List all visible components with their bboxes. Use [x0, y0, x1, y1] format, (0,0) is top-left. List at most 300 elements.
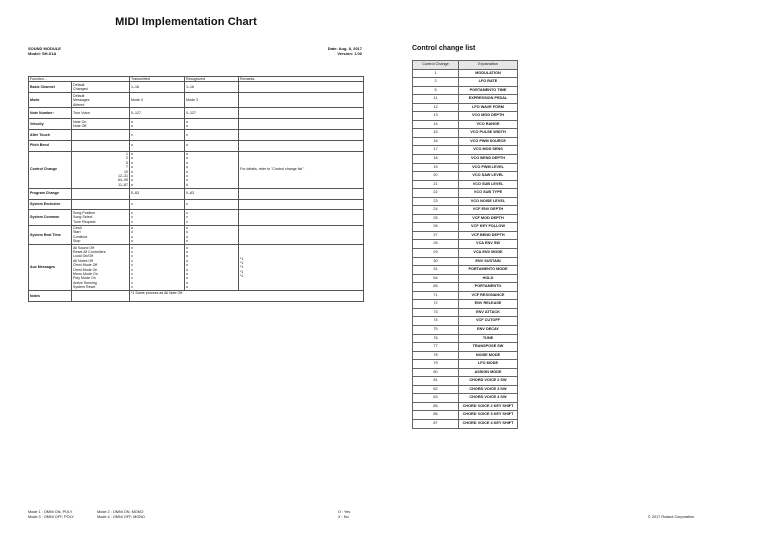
cc-explanation: VCF BEND DEPTH — [459, 231, 518, 240]
recognized-value-line: o — [186, 174, 188, 179]
mode-line: Mode 2 : OMNI ON, MONO — [97, 510, 144, 514]
table-row — [29, 93, 364, 108]
cc-row — [413, 394, 518, 403]
legend-line: X : No — [338, 515, 349, 519]
function-detail-line: Continue — [73, 234, 88, 239]
function-detail-line: 10 — [124, 169, 128, 174]
cc-explanation: LFO WAVE FORM — [459, 103, 518, 112]
page-title: MIDI Implementation Chart — [115, 16, 257, 28]
remarks — [239, 151, 364, 188]
recognized-value-line: o — [186, 178, 188, 183]
column-header: Function... — [29, 77, 130, 82]
remarks — [239, 210, 364, 225]
cc-explanation: CHORD VOICE 3 SW — [459, 385, 518, 394]
cc-number: 1 — [413, 69, 459, 78]
cc-explanation: HOLD — [459, 274, 518, 283]
cc-number: 16 — [413, 137, 459, 146]
function-detail-line: Default — [73, 82, 85, 87]
table-row — [29, 245, 364, 291]
cc-number: 64 — [413, 274, 459, 283]
model-line: Model: SH-01A — [28, 51, 57, 56]
column-header: Remarks — [239, 77, 364, 82]
cc-row — [413, 249, 518, 258]
model-line: SOUND MODULE — [28, 46, 61, 51]
table-row — [29, 129, 364, 140]
cc-number: 15 — [413, 129, 459, 138]
cc-row — [413, 223, 518, 232]
cc-row — [413, 163, 518, 172]
remarks-line: *1 — [240, 265, 244, 270]
cc-row — [413, 325, 518, 334]
function-detail — [72, 188, 130, 199]
table-row — [29, 82, 364, 93]
function-name: After Touch — [29, 129, 72, 140]
remarks — [239, 129, 364, 140]
transmitted-value-line: x — [131, 280, 133, 285]
cc-explanation: CHORD VOICE 4 SW — [459, 394, 518, 403]
recognized-value — [185, 225, 239, 245]
cc-row — [413, 360, 518, 369]
recognized-value-line: x — [186, 219, 188, 224]
recognized-value — [185, 188, 239, 199]
mode-legend-a — [28, 510, 74, 520]
cc-number: 87 — [413, 419, 459, 428]
function-name: Basic Channel — [29, 82, 72, 93]
cc-number: 71 — [413, 291, 459, 300]
cc-row — [413, 351, 518, 360]
cc-number: 29 — [413, 249, 459, 258]
function-detail-line: Start — [73, 230, 81, 235]
function-name: Control Change — [29, 151, 72, 188]
cc-number: 5 — [413, 86, 459, 95]
transmitted-value-line: o — [131, 119, 133, 124]
control-change-list-title: Control change list — [412, 45, 476, 52]
cc-row — [413, 86, 518, 95]
cc-row — [413, 120, 518, 129]
cc-explanation: VCF ENV DEPTH — [459, 206, 518, 215]
function-detail-line: Messages — [73, 98, 90, 103]
cc-row — [413, 343, 518, 352]
cc-number: 24 — [413, 206, 459, 215]
recognized-value-line: o — [186, 182, 188, 187]
transmitted-value-line: x — [131, 250, 133, 255]
transmitted-value-line: x — [131, 245, 133, 250]
function-name: System Exclusive — [29, 199, 72, 210]
cc-explanation: VCO NOISE LEVEL — [459, 197, 518, 206]
cc-number: 12 — [413, 103, 459, 112]
function-detail — [72, 129, 130, 140]
recognized-value-line: o — [186, 165, 188, 170]
recognized-value — [185, 140, 239, 151]
midi-implementation-table — [28, 76, 364, 302]
recognized-value — [185, 245, 239, 291]
transmitted-value-line: x — [131, 276, 133, 281]
recognized-value-line: o — [186, 258, 188, 263]
cc-row — [413, 214, 518, 223]
transmitted-value-line: x — [131, 263, 133, 268]
recognized-value — [185, 199, 239, 210]
transmitted-value-line: 0–63 — [131, 191, 139, 196]
cc-explanation: VCF RESONANCE — [459, 291, 518, 300]
remarks-line: *1 — [240, 256, 244, 261]
remarks-line: For details, refer to "Control change list". — [240, 167, 305, 172]
cc-number: 25 — [413, 214, 459, 223]
function-detail-line: Tune Request — [73, 219, 96, 224]
cc-number: 75 — [413, 325, 459, 334]
transmitted-value — [130, 129, 185, 140]
transmitted-value-line: x — [131, 215, 133, 220]
recognized-value-line: o — [186, 245, 188, 250]
cc-row — [413, 308, 518, 317]
recognized-value-line: o — [186, 119, 188, 124]
function-detail-line: Note On — [73, 119, 87, 124]
remarks — [239, 188, 364, 199]
cc-explanation: PORTAMENTO TIME — [459, 86, 518, 95]
table-row — [29, 151, 364, 188]
recognized-value-line: o — [186, 230, 188, 235]
transmitted-value-line: o — [131, 178, 133, 183]
function-name: System Real Time — [29, 225, 72, 245]
notes-text-line: *1 Same process as All Note Off — [131, 291, 183, 296]
table-row — [29, 210, 364, 225]
recognized-value-line: o — [186, 263, 188, 268]
recognized-value — [185, 151, 239, 188]
control-change-table — [412, 60, 518, 429]
cc-row — [413, 257, 518, 266]
transmitted-value-line: o — [131, 239, 133, 244]
cc-explanation: VCO SUB LEVEL — [459, 180, 518, 189]
table-row — [29, 108, 364, 119]
cc-explanation: ENV SUSTAIN — [459, 257, 518, 266]
cc-number: 78 — [413, 351, 459, 360]
recognized-value-line: o — [186, 234, 188, 239]
function-detail — [72, 140, 130, 151]
cc-explanation: VCO BEND DEPTH — [459, 155, 518, 164]
recognized-value-line: 1–16 — [186, 85, 194, 90]
function-detail-line: Altered — [73, 102, 85, 107]
transmitted-value-line: o — [131, 124, 133, 129]
table-row — [29, 140, 364, 151]
cc-row — [413, 95, 518, 104]
cc-number: 31 — [413, 266, 459, 275]
transmitted-value-line: o — [131, 160, 133, 165]
function-detail-line: All Sound Off — [73, 245, 95, 250]
cc-row — [413, 155, 518, 164]
cc-number: 2 — [413, 78, 459, 87]
recognized-value-line: o — [186, 267, 188, 272]
cc-explanation: VCO RANGE — [459, 120, 518, 129]
cc-explanation: VCF MOD DEPTH — [459, 214, 518, 223]
recognized-value — [185, 93, 239, 108]
cc-explanation: TUNE — [459, 334, 518, 343]
function-detail-line: All Notes Off — [73, 258, 94, 263]
cc-number: 18 — [413, 155, 459, 164]
recognized-value-line: o — [186, 169, 188, 174]
function-detail-line: Mono Mode On — [73, 272, 98, 277]
cc-row — [413, 283, 518, 292]
recognized-value-line: o — [186, 285, 188, 290]
table-row — [29, 188, 364, 199]
cc-explanation: VCF CUTOFF — [459, 317, 518, 326]
table-row — [29, 199, 364, 210]
cc-number: 65 — [413, 283, 459, 292]
transmitted-value-line: o — [131, 143, 133, 148]
cc-number: 82 — [413, 385, 459, 394]
function-detail-line: Poly Mode On — [73, 276, 96, 281]
cc-explanation: VCO SAW LEVEL — [459, 172, 518, 181]
transmitted-value-line: o — [131, 182, 133, 187]
cc-row — [413, 78, 518, 87]
cc-explanation: NOISE MODE — [459, 351, 518, 360]
function-detail-line: 11–87 — [118, 182, 128, 187]
cc-explanation: VCO MOD DEPTH — [459, 112, 518, 121]
mode-legend-b — [97, 510, 145, 520]
function-name: Notes — [29, 291, 72, 302]
model-info — [28, 46, 61, 56]
recognized-value-line: o — [186, 276, 188, 281]
function-detail — [72, 199, 130, 210]
mode-line: Mode 4 : OMNI OFF, MONO — [97, 515, 145, 519]
cc-explanation: LFO RATE — [459, 78, 518, 87]
cc-explanation: VCO SUB TYPE — [459, 189, 518, 198]
remarks — [239, 245, 364, 291]
column-header: Recognized — [185, 77, 239, 82]
cc-number: 86 — [413, 411, 459, 420]
cc-row — [413, 377, 518, 386]
version-line: Version: 1.00 — [337, 51, 362, 56]
cc-row — [413, 402, 518, 411]
recognized-value-line: o — [186, 226, 188, 231]
cc-row — [413, 266, 518, 275]
transmitted-value-line: x — [131, 254, 133, 259]
column-header: Transmitted — [130, 77, 185, 82]
cc-row — [413, 334, 518, 343]
recognized-value-line: x — [186, 132, 188, 137]
remarks-line: *1 — [240, 274, 244, 279]
cc-number: 76 — [413, 334, 459, 343]
mode-line: Mode 1 : OMNI ON, POLY — [28, 510, 73, 514]
recognized-value — [185, 119, 239, 130]
transmitted-value-line: o — [131, 152, 133, 157]
cc-row — [413, 172, 518, 181]
cc-row — [413, 69, 518, 78]
cc-row — [413, 112, 518, 121]
cc-explanation: ENV ATTACK — [459, 308, 518, 317]
transmitted-value-line: o — [131, 165, 133, 170]
function-detail-line: Note Off — [73, 124, 87, 129]
table-row — [29, 119, 364, 130]
recognized-value-line: o — [186, 152, 188, 157]
recognized-value-line: o — [186, 272, 188, 277]
transmitted-value-line: 1–16 — [131, 85, 139, 90]
cc-explanation: ASSIGN MODE — [459, 368, 518, 377]
cc-row — [413, 180, 518, 189]
function-detail-line: Omni Mode Off — [73, 263, 98, 268]
function-name: Note Number: — [29, 108, 72, 119]
function-detail — [72, 210, 130, 225]
cc-number: 85 — [413, 402, 459, 411]
notes-text — [130, 291, 364, 302]
recognized-value-line: o — [186, 124, 188, 129]
cc-number: 27 — [413, 231, 459, 240]
cc-row — [413, 291, 518, 300]
transmitted-value-line: o — [131, 234, 133, 239]
transmitted-value-line: o — [131, 226, 133, 231]
function-detail-line: Default — [73, 93, 85, 98]
cc-row — [413, 317, 518, 326]
cc-explanation: VCO PWM SOURCE — [459, 137, 518, 146]
cc-number: 73 — [413, 308, 459, 317]
cc-explanation: VCO PWM LEVEL — [459, 163, 518, 172]
recognized-value-line: Mode 3 — [186, 98, 198, 103]
cc-number: 28 — [413, 240, 459, 249]
cc-number: 20 — [413, 172, 459, 181]
function-detail — [72, 245, 130, 291]
function-name: Pitch Bend — [29, 140, 72, 151]
function-detail-line: 7 — [126, 165, 128, 170]
function-detail-line: 5 — [126, 160, 128, 165]
cc-number: 81 — [413, 377, 459, 386]
function-detail — [72, 82, 130, 93]
table-row — [29, 291, 364, 302]
cc-number: 23 — [413, 197, 459, 206]
function-detail — [72, 93, 130, 108]
copyright: © 2017 Roland Corporation — [648, 515, 695, 519]
cc-number: 21 — [413, 180, 459, 189]
function-detail-line: 2 — [126, 156, 128, 161]
recognized-value-line: o — [186, 280, 188, 285]
function-detail — [72, 108, 130, 119]
cc-row — [413, 129, 518, 138]
transmitted-value — [130, 93, 185, 108]
remarks — [239, 108, 364, 119]
function-detail-line: 12–31 — [118, 174, 128, 179]
cc-explanation: CHORD VOICE 4 KEY SHIFT — [459, 419, 518, 428]
cc-explanation: CHORD VOICE 2 SW — [459, 377, 518, 386]
cc-explanation: CHORD VOICE 2 KEY SHIFT — [459, 402, 518, 411]
recognized-value-line: o — [186, 254, 188, 259]
function-detail-line: Song Position — [73, 210, 96, 215]
cc-explanation: ENV DECAY — [459, 325, 518, 334]
cc-explanation: ENV RELEASE — [459, 300, 518, 309]
function-detail-line: Local On/Off — [73, 254, 94, 259]
transmitted-value-line: x — [131, 132, 133, 137]
recognized-value-line: o — [186, 239, 188, 244]
cc-number: 77 — [413, 343, 459, 352]
cc-header-explanation: Explanation — [459, 61, 518, 70]
cc-number: 79 — [413, 360, 459, 369]
recognized-value-line: o — [186, 250, 188, 255]
cc-row — [413, 189, 518, 198]
cc-explanation: VCA ENV MODE — [459, 249, 518, 258]
transmitted-value — [130, 225, 185, 245]
cc-number: 26 — [413, 223, 459, 232]
remarks-line: *1 — [240, 269, 244, 274]
cc-number: 17 — [413, 146, 459, 155]
transmitted-value-line: x — [131, 219, 133, 224]
transmitted-value-line: o — [131, 169, 133, 174]
function-detail-line: 1 — [126, 152, 128, 157]
function-detail-line: Changed — [73, 87, 88, 92]
recognized-value-line: x — [186, 210, 188, 215]
cc-number: 83 — [413, 394, 459, 403]
cc-row — [413, 137, 518, 146]
transmitted-value — [130, 199, 185, 210]
cc-row — [413, 240, 518, 249]
function-detail-line: Omni Mode On — [73, 267, 98, 272]
cc-explanation: PORTAMENTO — [459, 283, 518, 292]
transmitted-value — [130, 151, 185, 188]
function-detail-line: 64–95 — [118, 178, 128, 183]
cc-explanation: CHORD VOICE 3 KEY SHIFT — [459, 411, 518, 420]
cc-number: 80 — [413, 368, 459, 377]
cc-number: 74 — [413, 317, 459, 326]
function-detail-line: Active Sensing — [73, 280, 97, 285]
cc-explanation: LFO MODE — [459, 360, 518, 369]
function-detail — [72, 225, 130, 245]
cc-number: 22 — [413, 189, 459, 198]
cc-explanation: TRANSPOSE SW — [459, 343, 518, 352]
transmitted-value-line: o — [131, 156, 133, 161]
cc-explanation: VCO PULSE WIDTH — [459, 129, 518, 138]
function-detail-line: Song Select — [73, 215, 93, 220]
cc-header-number: Control Change — [413, 61, 459, 70]
transmitted-value — [130, 119, 185, 130]
cc-number: 72 — [413, 300, 459, 309]
cc-number: 11 — [413, 95, 459, 104]
remarks — [239, 82, 364, 93]
cc-row — [413, 411, 518, 420]
transmitted-value — [130, 210, 185, 225]
function-detail-line: System Reset — [73, 285, 96, 290]
recognized-value-line: x — [186, 215, 188, 220]
cc-row — [413, 103, 518, 112]
cc-row — [413, 274, 518, 283]
table-row — [29, 225, 364, 245]
transmitted-value-line: x — [131, 210, 133, 215]
cc-row — [413, 197, 518, 206]
transmitted-value-line: x — [131, 267, 133, 272]
cc-number: 30 — [413, 257, 459, 266]
function-detail — [72, 151, 130, 188]
recognized-value-line: o — [186, 156, 188, 161]
transmitted-value-line: o — [131, 230, 133, 235]
transmitted-value-line: x — [131, 285, 133, 290]
cc-number: 19 — [413, 163, 459, 172]
date-version — [320, 46, 362, 56]
cc-number: 14 — [413, 120, 459, 129]
yes-no-legend — [338, 510, 350, 520]
transmitted-value-line: 0–127 — [131, 111, 141, 116]
cc-row — [413, 419, 518, 428]
transmitted-value — [130, 108, 185, 119]
transmitted-value-line: o — [131, 174, 133, 179]
function-name: Mode — [29, 93, 72, 108]
recognized-value-line: x — [186, 202, 188, 207]
transmitted-value — [130, 82, 185, 93]
cc-explanation: VCA ENV SW — [459, 240, 518, 249]
function-detail-line: Reset All Controllers — [73, 250, 106, 255]
function-name: System Common — [29, 210, 72, 225]
remarks — [239, 93, 364, 108]
remarks — [239, 140, 364, 151]
cc-explanation: VCO MOD SENS — [459, 146, 518, 155]
transmitted-value-line: x — [131, 202, 133, 207]
function-detail-line: Clock — [73, 226, 82, 231]
remarks — [239, 199, 364, 210]
recognized-value-line: o — [186, 143, 188, 148]
cc-row — [413, 385, 518, 394]
